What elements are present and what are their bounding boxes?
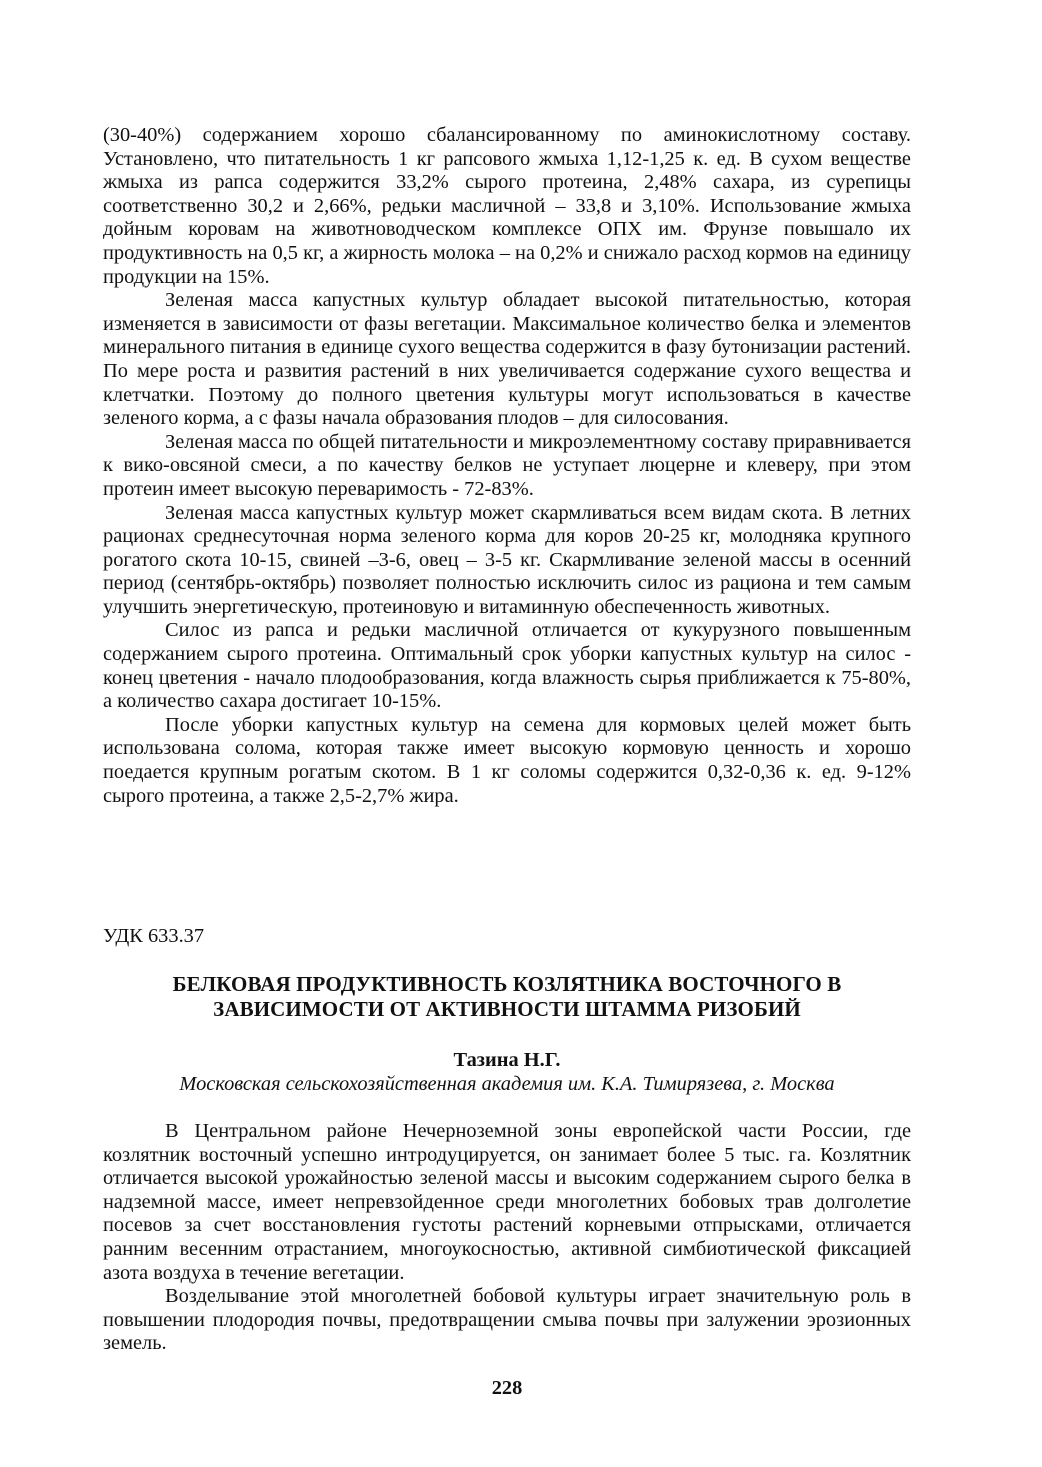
paragraph-silage: Силос из рапса и редьки масличной отличается от кукурузного повышенным содержанием сырого протеина. Оптимальный срок уборки капустных культур на силос - конец цветения - начало плодообразования, когда влажность сырья приближается к 75-80%, а количество сахара достигает 10-15%. xyxy=(103,619,911,713)
paragraph-rapeseed-cake: (30-40%) содержанием хорошо сбалансированному по аминокислотному составу. Установлено, что питательность 1 кг рапсового жмыха 1,12-1,25 к. ед. В сухом веществе жмыха из рапса содержится 33,2% сырого протеина, 2,48% сахара, из сурепицы соответственно 30,2 и 2,66%, редьки масличной – 33,8 и 3,10%. Использование жмыха дойным коровам на животноводческом комплексе ОПХ им. Фрунзе повышало их продуктивность на 0,5 кг, а жирность молока – на 0,2% и снижало расход кормов на единицу продукции на 15%. xyxy=(103,124,911,288)
paragraph-goats-rue-intro: В Центральном районе Нечерноземной зоны европейской части России, где козлятник восточный успешно интродуцируется, он занимает более 5 тыс. га. Козлятник отличается высокой урожайностью зеленой массы и высоким содержанием сырого белка в надземной массе, имеет непревзойденное среди многолетних бобовых трав долголетие посевов за счет восстановления густоты растений корневыми отпрысками, отличается ранним весенним отрастанием, многоукосностью, активной симбиотической фиксацией азота воздуха в течение вегетации. xyxy=(103,1120,911,1284)
continued-text-block xyxy=(103,124,911,808)
page-number: 228 xyxy=(491,1377,523,1399)
paragraph-soil-fertility: Возделывание этой многолетней бобовой культуры играет значительную роль в повышении плодородия почвы, предотвращении смыва почвы при залужении эрозионных земель. xyxy=(103,1285,911,1355)
article-author: Тазина Н.Г. xyxy=(453,1049,561,1071)
article-body xyxy=(103,1120,911,1356)
article-title: БЕЛКОВАЯ ПРОДУКТИВНОСТЬ КОЗЛЯТНИКА ВОСТОЧНОГО В ЗАВИСИМОСТИ ОТ АКТИВНОСТИ ШТАММА РИЗОБИЙ xyxy=(172,972,842,1021)
paragraph-feeding-norms: Зеленая масса капустных культур может скармливаться всем видам скота. В летних рационах среднесуточная норма зеленого корма для коров 20-25 кг, молодняка крупного рогатого скота 10-15, свиней –3-6, овец – 3-5 кг. Скармливание зеленой массы в осенний период (сентябрь-октябрь) позволяет полностью исключить силос из рациона и тем самым улучшить энергетическую, протеиновую и витаминную обеспеченность животных. xyxy=(103,501,911,618)
paragraph-green-mass-comparison: Зеленая масса по общей питательности и микроэлементному составу приравнивается к вико-овсяной смеси, а по качеству белков не уступает люцерне и клеверу, при этом протеин имеет высокую переваримость - 72-83%. xyxy=(103,430,911,500)
paragraph-straw: После уборки капустных культур на семена для кормовых целей может быть использована солома, которая также имеет высокую кормовую ценность и хорошо поедается крупным рогатым скотом. В 1 кг соломы содержится 0,32-0,36 к. ед. 9-12% сырого протеина, а также 2,5-2,7% жира. xyxy=(103,713,911,807)
author-affiliation: Московская сельскохозяйственная академия им. К.А. Тимирязева, г. Москва xyxy=(179,1073,835,1095)
paragraph-green-mass-nutrition: Зеленая масса капустных культур обладает высокой питательностью, которая изменяется в зависимости от фазы вегетации. Максимальное количество белка и элементов минерального питания в единице сухого вещества содержится в фазу бутонизации растений. По мере роста и развития растений в них увеличивается содержание сухого вещества и клетчатки. Поэтому до полного цветения культуры могут использоваться в качестве зеленого корма, а с фазы начала образования плодов – для силосования. xyxy=(103,289,911,430)
udk-code: УДК 633.37 xyxy=(103,925,205,947)
